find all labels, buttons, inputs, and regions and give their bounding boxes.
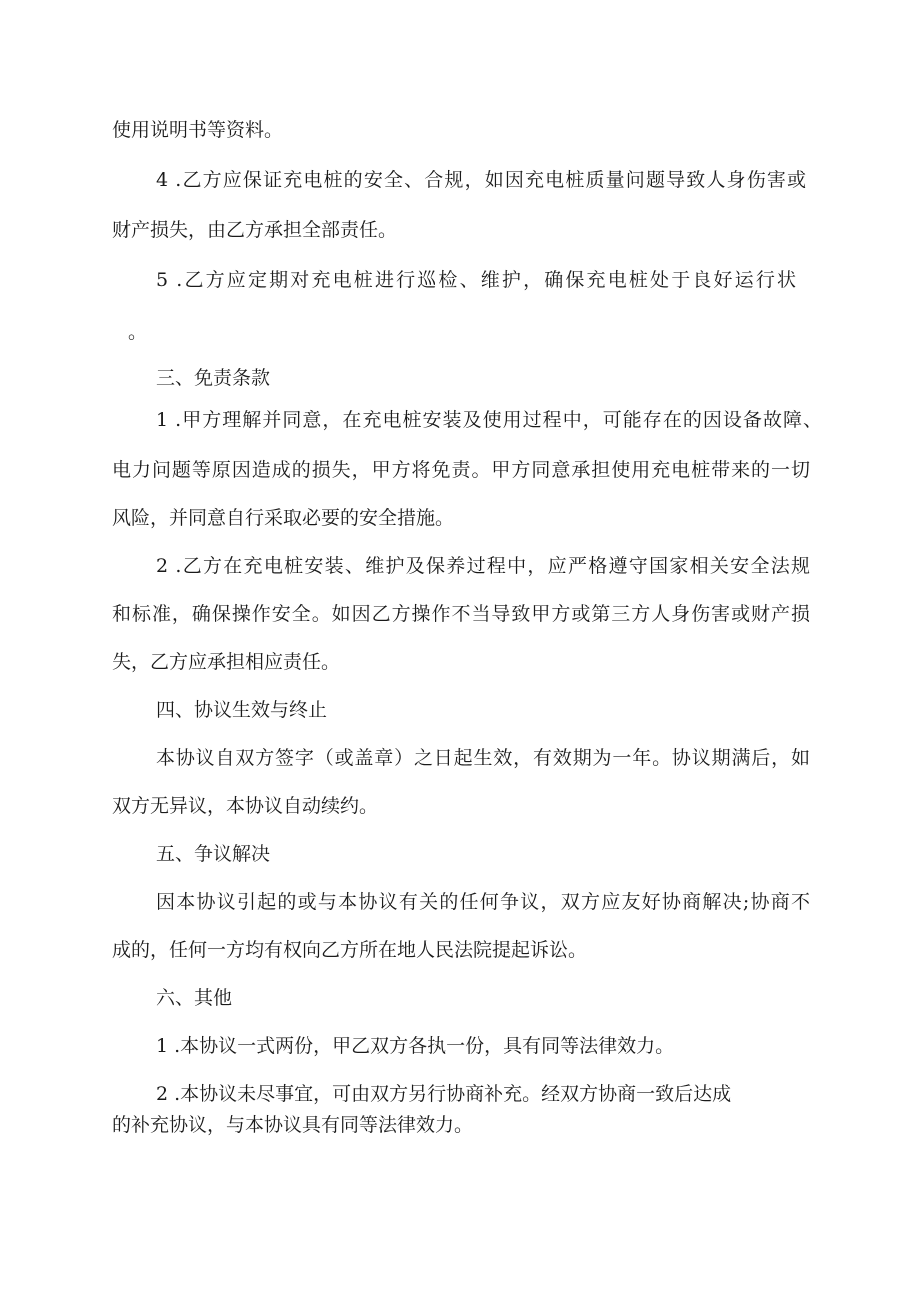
paragraph-line: 失，乙方应承担相应责任。	[112, 651, 341, 673]
paragraph-line: 因本协议引起的或与本协议有关的任何争议，双方应友好协商解决;协商不	[156, 891, 810, 913]
paragraph-line: 成的，任何一方均有权向乙方所在地人民法院提起诉讼。	[112, 939, 588, 961]
paragraph-line: 风险，并同意自行采取必要的安全措施。	[112, 507, 455, 529]
paragraph-line: 使用说明书等资料。	[112, 119, 284, 141]
paragraph-line: 2 .本协议未尽事宜，可由双方另行协商补充。经双方协商一致后达成	[156, 1083, 732, 1105]
paragraph-line: 本协议自双方签字（或盖章）之日起生效，有效期为一年。协议期满后，如	[156, 747, 810, 769]
paragraph-line: 。	[128, 321, 148, 343]
paragraph-line: 4 .乙方应保证充电桩的安全、合规，如因充电桩质量问题导致人身伤害或	[156, 169, 806, 191]
paragraph-line: 的补充协议，与本协议具有同等法律效力。	[112, 1114, 474, 1136]
section-heading: 五、争议解决	[156, 843, 271, 865]
paragraph-line: 双方无异议，本协议自动续约。	[112, 795, 379, 817]
paragraph-line: 财产损失，由乙方承担全部责任。	[112, 219, 398, 241]
section-heading: 四、协议生效与终止	[156, 699, 328, 721]
section-heading: 六、其他	[156, 987, 233, 1009]
paragraph-line: 2 .乙方在充电桩安装、维护及保养过程中，应严格遵守国家相关安全法规	[156, 555, 810, 577]
paragraph-line: 1 .甲方理解并同意，在充电桩安装及使用过程中，可能存在的因设备故障、	[156, 409, 822, 431]
section-heading: 三、免责条款	[156, 367, 271, 389]
paragraph-line: 1 .本协议一式两份，甲乙双方各执一份，具有同等法律效力。	[156, 1035, 675, 1057]
paragraph-line: 5 .乙方应定期对充电桩进行巡检、维护，确保充电桩处于良好运行状	[156, 269, 796, 291]
paragraph-line: 和标准，确保操作安全。如因乙方操作不当导致甲方或第三方人身伤害或财产损	[112, 603, 810, 625]
paragraph-line: 电力问题等原因造成的损失，甲方将免责。甲方同意承担使用充电桩带来的一切	[112, 459, 810, 481]
